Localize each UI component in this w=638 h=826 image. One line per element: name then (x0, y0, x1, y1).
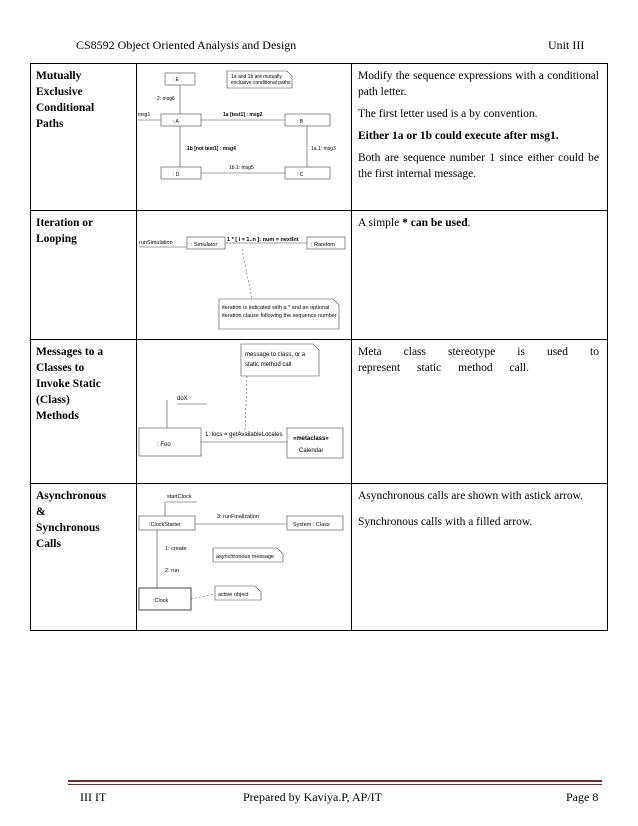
footer-author: Prepared by Kaviya.P, AP/IT (243, 790, 382, 804)
table-row (31, 340, 608, 484)
object-system-class: System : Class (293, 522, 330, 528)
object-c: : C (297, 172, 304, 178)
async-sync-diagram (137, 484, 351, 626)
row-title: Asynchronous & Synchronous Calls (31, 484, 137, 631)
diagram-cell (137, 484, 352, 631)
footer-class: III IT (80, 790, 107, 804)
row-title: Messages to a Classes to Invoke Static (Class) Methods (31, 340, 137, 484)
diagram-cell (137, 211, 352, 340)
label-iteration-msg: 1 * [ i = 1..n ]: num = nextInt (227, 237, 299, 243)
static-method-diagram (137, 340, 351, 479)
header-unit: Unit III (548, 38, 585, 52)
diagram-cell (137, 64, 352, 211)
label-msg5: 1b.1: msg5 (229, 165, 254, 171)
object-e: : E (173, 77, 180, 83)
note-text: exclusive conditional paths (231, 80, 291, 86)
note-text: static method call (245, 362, 292, 368)
table-row (31, 211, 608, 340)
row-description: Modify the sequence expressions with a conditional path letter. The first letter used is a by convention. Either 1a or 1b could execute after msg1. Both are sequence number 1 since either could be the first internal message. (352, 64, 608, 211)
row-description: Asynchronous calls are shown with astick arrow. Synchronous calls with a filled arrow. (352, 484, 608, 631)
note-text: iteration clause following the sequence number (222, 313, 337, 319)
footer-rule (68, 784, 602, 785)
label-msg2: 1a [test1] : msg2 (223, 112, 263, 118)
table-row (31, 484, 608, 631)
object-clock-starter: :ClockStarter (149, 522, 181, 528)
object-random: : Random (311, 242, 335, 248)
footer-rule (68, 780, 602, 782)
object-foo: : Foo (157, 442, 171, 448)
label-static-msg: 1: locs = getAvailableLocales (205, 432, 283, 438)
label-run-finalization: 3: runFinalization (217, 514, 259, 520)
object-simulator: : Simulator (191, 242, 218, 248)
label-msg3: 1a.1: msg3 (311, 146, 336, 152)
object-b: : B (297, 119, 304, 125)
row-description: Meta class stereotype is used to represent static method call. (352, 340, 608, 484)
object-clock: :Clock (153, 598, 169, 604)
conditional-paths-diagram (137, 64, 351, 206)
iteration-diagram (137, 211, 351, 335)
label-create: 1: create (165, 546, 187, 552)
class-calendar: Calendar (299, 448, 324, 454)
row-description: A simple * can be used. (352, 211, 608, 340)
note-text: 1a and 1b are mutually (231, 74, 282, 80)
note-async: asynchronous message (216, 554, 275, 560)
note-active: active object (218, 592, 249, 598)
note-text: iteration is indicated with a * and an optional (222, 305, 330, 311)
label-start-clock: startClock (167, 494, 192, 500)
label-msg6: 2: msg6 (157, 96, 175, 102)
label-msg4: 1b [not test1] : msg4 (187, 146, 236, 152)
diagram-cell (137, 340, 352, 484)
note-text: message to class, or a (245, 352, 306, 358)
label-dox: doX (177, 396, 188, 402)
label-metaclass: «metaclass» (293, 436, 329, 442)
label-run-simulation: runSimulation (139, 240, 173, 246)
header-course-title: CS8592 Object Oriented Analysis and Design (76, 38, 297, 52)
table-row (31, 64, 608, 211)
notation-table (30, 63, 608, 631)
label-msg1: msg1 (138, 112, 151, 118)
label-run: 2: run (165, 568, 180, 574)
row-title: Mutually Exclusive Conditional Paths (31, 64, 137, 211)
row-title: Iteration or Looping (31, 211, 137, 340)
object-d: : D (173, 172, 180, 178)
footer-page-number: Page 8 (566, 790, 599, 804)
object-a: : A (173, 119, 179, 125)
